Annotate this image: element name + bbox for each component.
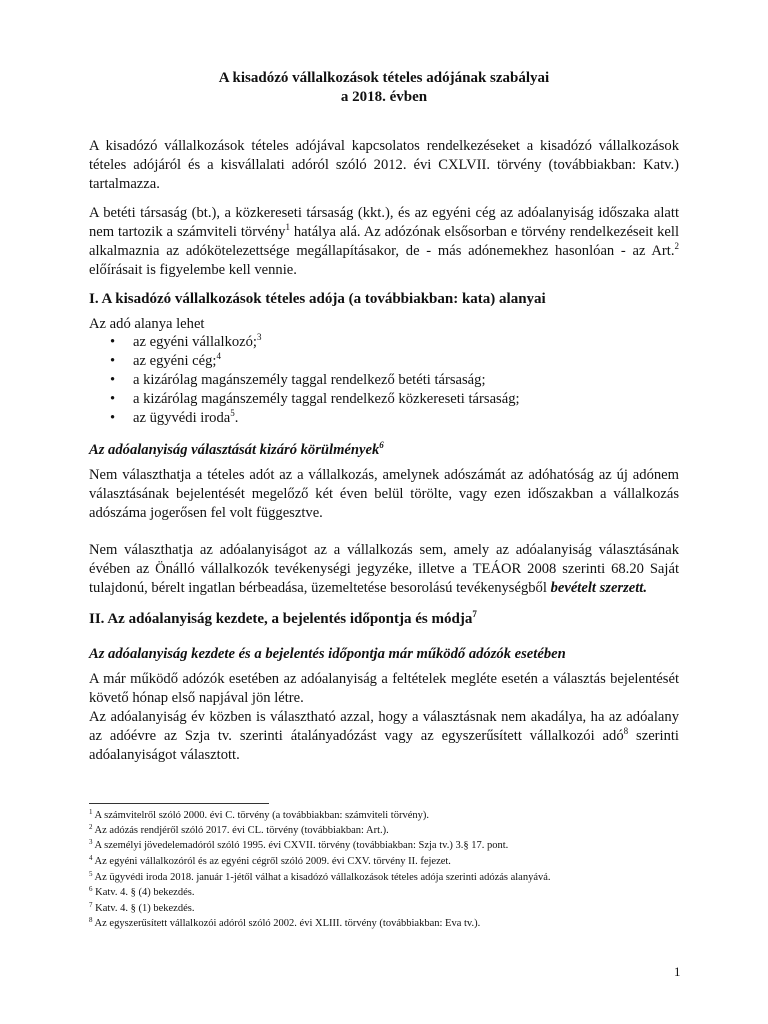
- section-1-subheading: Az adóalanyiság választását kizáró körülmények$^6$: [89, 440, 384, 458]
- intro-paragraph-1: A kisadózó vállalkozások tételes adójával kapcsolatos rendelkezéseket a kisadózó vállalkozások tételes adójáról és a kisvállalati adóról szóló 2012. évi CXLVII. törvény (továbbiakban: Katv.) tartalmazza.: [89, 138, 679, 192]
- intro-paragraph-2: A betéti társaság (bt.), a közkereseti társaság (kkt.), és az egyéni cég az adóalanyiság időszaka alatt nem tartozik a számviteli törvény$^1$ hatálya alá. Az adózónak elsősorban e törvény rendelkezéseit kell alkalmaznia az adókötelezettsége megállapításakor, de - más adónemekhez hasonlóan - az Art.$^2$ előírásait is figyelembe kell vennie.: [89, 205, 679, 278]
- list-item: • az ügyvédi iroda$^5$.: [89, 409, 520, 428]
- footnote-ref-2[interactable]: 2: [674, 241, 679, 251]
- footnote: $^2$ Az adózás rendjéről szóló 2017. évi CL. törvény (továbbiakban: Art.).: [89, 823, 389, 836]
- footnote-separator: [89, 803, 269, 804]
- footnote: $^6$ Katv. 4. § (4) bekezdés.: [89, 885, 195, 898]
- taxpayer-list: [89, 333, 520, 428]
- footnote-ref-6[interactable]: 6: [379, 440, 384, 450]
- footnote-ref-3[interactable]: 3: [257, 332, 262, 342]
- footnote: $^5$ Az ügyvédi iroda 2018. január 1-jétől válhat a kisadózó vállalkozások tételes adója szerinti adózás alanyává.: [89, 870, 551, 883]
- page-number: 1: [674, 964, 681, 979]
- section-2-heading: II. Az adóalanyiság kezdete, a bejelentés időpontja és módja$^7$: [89, 609, 477, 627]
- footnote-ref-1[interactable]: 1: [285, 222, 290, 232]
- list-item: • a kizárólag magánszemély taggal rendelkező közkereseti társaság;: [89, 390, 520, 409]
- footnote-ref-4[interactable]: 4: [216, 351, 221, 361]
- exclusion-paragraph-2: Nem választhatja az adóalanyiságot az a vállalkozás sem, amely az adóalanyiság választásának évében az Önálló vállalkozók tevékenységi jegyzéke, illetve a TEÁOR 2008 szerinti 68.20 Saját tulajdonú, bérelt ingatlan bérbeadása, üzemeltetése besorolású tevékenységből bevételt szerzett.: [89, 542, 679, 596]
- document-subtitle: a 2018. évben: [340, 89, 428, 105]
- footnote: $^1$ A számvitelről szóló 2000. évi C. törvény (a továbbiakban: számviteli törvény).: [89, 808, 430, 821]
- section-2-paragraph-1: A már működő adózók esetében az adóalanyiság a feltételek megléte esetén a választás bejelentését követő hónap első napjával jön létre.: [89, 671, 679, 706]
- section-2-paragraph-2: Az adóalanyiság év közben is választható azzal, hogy a választásnak nem akadálya, ha az adóalany az adóévre az Szja tv. szerinti átalányadózást vagy az egyszerűsített vállalkozói adó$^8$ szerinti adóalanyiságot választott.: [89, 709, 679, 763]
- footnote-ref-7[interactable]: 7: [472, 609, 477, 619]
- exclusion-paragraph-1: Nem választhatja a tételes adót az a vállalkozás, amelynek adószámát az adóhatóság az új adónem választásának bejelentését megelőző két éven belül törölte, vagy ezen időszakban a vállalkozás adószáma jogerősen fel volt függesztve.: [89, 467, 679, 521]
- list-item: • a kizárólag magánszemély taggal rendelkező betéti társaság;: [89, 371, 520, 390]
- footnote: $^4$ Az egyéni vállalkozóról és az egyéni cégről szóló 2009. évi CXV. törvény II. fejezet.: [89, 854, 451, 867]
- footnote-ref-8[interactable]: 8: [623, 726, 629, 736]
- footnote-ref-5[interactable]: 5: [230, 408, 235, 418]
- section-1-heading: I. A kisadózó vállalkozások tételes adója (a továbbiakban: kata) alanyai: [89, 291, 546, 307]
- document-title: A kisadózó vállalkozások tételes adójának szabályai: [218, 70, 550, 86]
- list-item: • az egyéni vállalkozó;$^3$: [89, 333, 520, 352]
- list-item: • az egyéni cég;$^4$: [89, 352, 520, 371]
- section-2-subheading: Az adóalanyiság kezdete és a bejelentés időpontja már működő adózók esetében: [89, 646, 566, 662]
- footnote: $^3$ A személyi jövedelemadóról szóló 1995. évi CXVII. törvény (továbbiakban: Szja tv.) 3.§ 17. pont.: [89, 838, 509, 851]
- footnote: $^7$ Katv. 4. § (1) bekezdés.: [89, 901, 195, 914]
- section-1-lead: Az adó alanya lehet: [89, 316, 205, 332]
- footnote: $^8$ Az egyszerűsített vállalkozói adóról szóló 2002. évi XLIII. törvény (továbbiakban: Eva tv.).: [89, 916, 481, 929]
